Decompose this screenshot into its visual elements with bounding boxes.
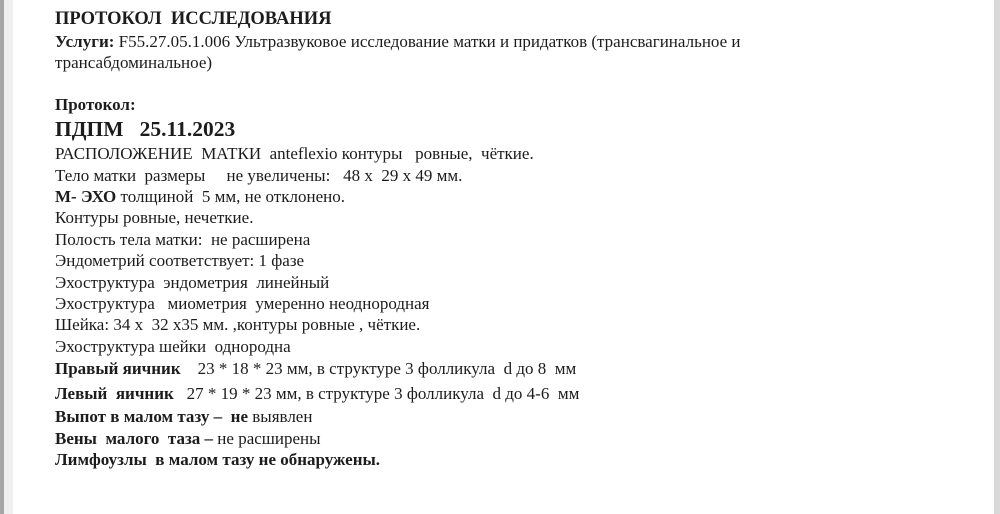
cervix-echostructure: [55, 336, 975, 357]
endometrium-phase: [55, 250, 975, 271]
left-ovary-text: Левый яичник: [55, 383, 174, 403]
service-line: [55, 31, 975, 52]
uterus-size: [55, 165, 975, 186]
protocol-label-text: Протокол:: [55, 94, 136, 114]
contours-text: Контуры ровные, нечеткие.: [55, 208, 254, 228]
scan-edge-left-light: [4, 0, 13, 514]
uterine-cavity: [55, 229, 975, 250]
report-title: [55, 7, 975, 31]
service-line-text: F55.27.05.1.006 Ультразвуковое исследование матки и придатков (трансвагинальное и: [114, 32, 741, 51]
right-ovary-text: Правый яичник: [55, 359, 181, 379]
pelvic-veins-text: Вены малого таза –: [55, 428, 214, 448]
service-line-continued-text: трансабдоминальное): [55, 53, 213, 73]
protocol-label: [55, 94, 975, 115]
pelvic-veins-text: не расширены: [213, 428, 321, 448]
cervix-text: Шейка: 34 х 32 х35 мм. ,контуры ровные , чёткие.: [55, 315, 421, 335]
uterus-position: [55, 143, 975, 164]
blank-gap: [55, 74, 975, 94]
right-ovary-text: 23 * 18 * 23 мм, в структуре 3 фолликула d до 8 мм: [180, 359, 577, 379]
left-ovary: [55, 382, 975, 407]
protocol-date-text: ПДПМ 25.11.2023: [55, 117, 236, 142]
cervix: [55, 314, 975, 335]
effusion: [55, 406, 975, 427]
left-ovary-text: 27 * 19 * 23 мм, в структуре 3 фолликула d до 4-6 мм: [173, 383, 580, 403]
cervix-echostructure-text: Эхоструктура шейки однородна: [55, 336, 291, 356]
m-echo: [55, 186, 975, 207]
myometrium-echostructure: [55, 293, 975, 314]
protocol-date: [55, 115, 975, 143]
uterine-cavity-text: Полость тела матки: не расширена: [55, 229, 311, 249]
right-ovary: [55, 357, 975, 382]
endometrium-echostructure: [55, 272, 975, 293]
contours: [55, 207, 975, 228]
uterus-size-text: Тело матки размеры не увеличены: 48 х 29 х 49 мм.: [55, 165, 463, 185]
uterus-position-text: РАСПОЛОЖЕНИЕ МАТКИ anteflexio контуры ровные, чёткие.: [55, 144, 534, 164]
scan-edge-right: [994, 0, 1000, 514]
service-line-text: Услуги:: [55, 32, 115, 51]
effusion-text: Выпот в малом тазу – не: [55, 407, 248, 427]
endometrium-echostructure-text: Эхоструктура эндометрия линейный: [55, 272, 330, 292]
effusion-text: выявлен: [248, 407, 313, 427]
service-line-continued: [55, 52, 975, 73]
myometrium-echostructure-text: Эхоструктура миометрия умеренно неоднородная: [55, 294, 430, 314]
lymph-nodes: [55, 449, 975, 470]
m-echo-text: толщиной 5 мм, не отклонено.: [116, 187, 345, 207]
document-body: [55, 7, 975, 471]
endometrium-phase-text: Эндометрий соответствует: 1 фазе: [55, 251, 305, 271]
lymph-nodes-text: Лимфоузлы в малом тазу не обнаружены.: [55, 450, 381, 470]
pelvic-veins: [55, 428, 975, 449]
m-echo-text: М- ЭХО: [55, 187, 117, 207]
report-title-text: ПРОТОКОЛ ИССЛЕДОВАНИЯ: [55, 9, 332, 29]
